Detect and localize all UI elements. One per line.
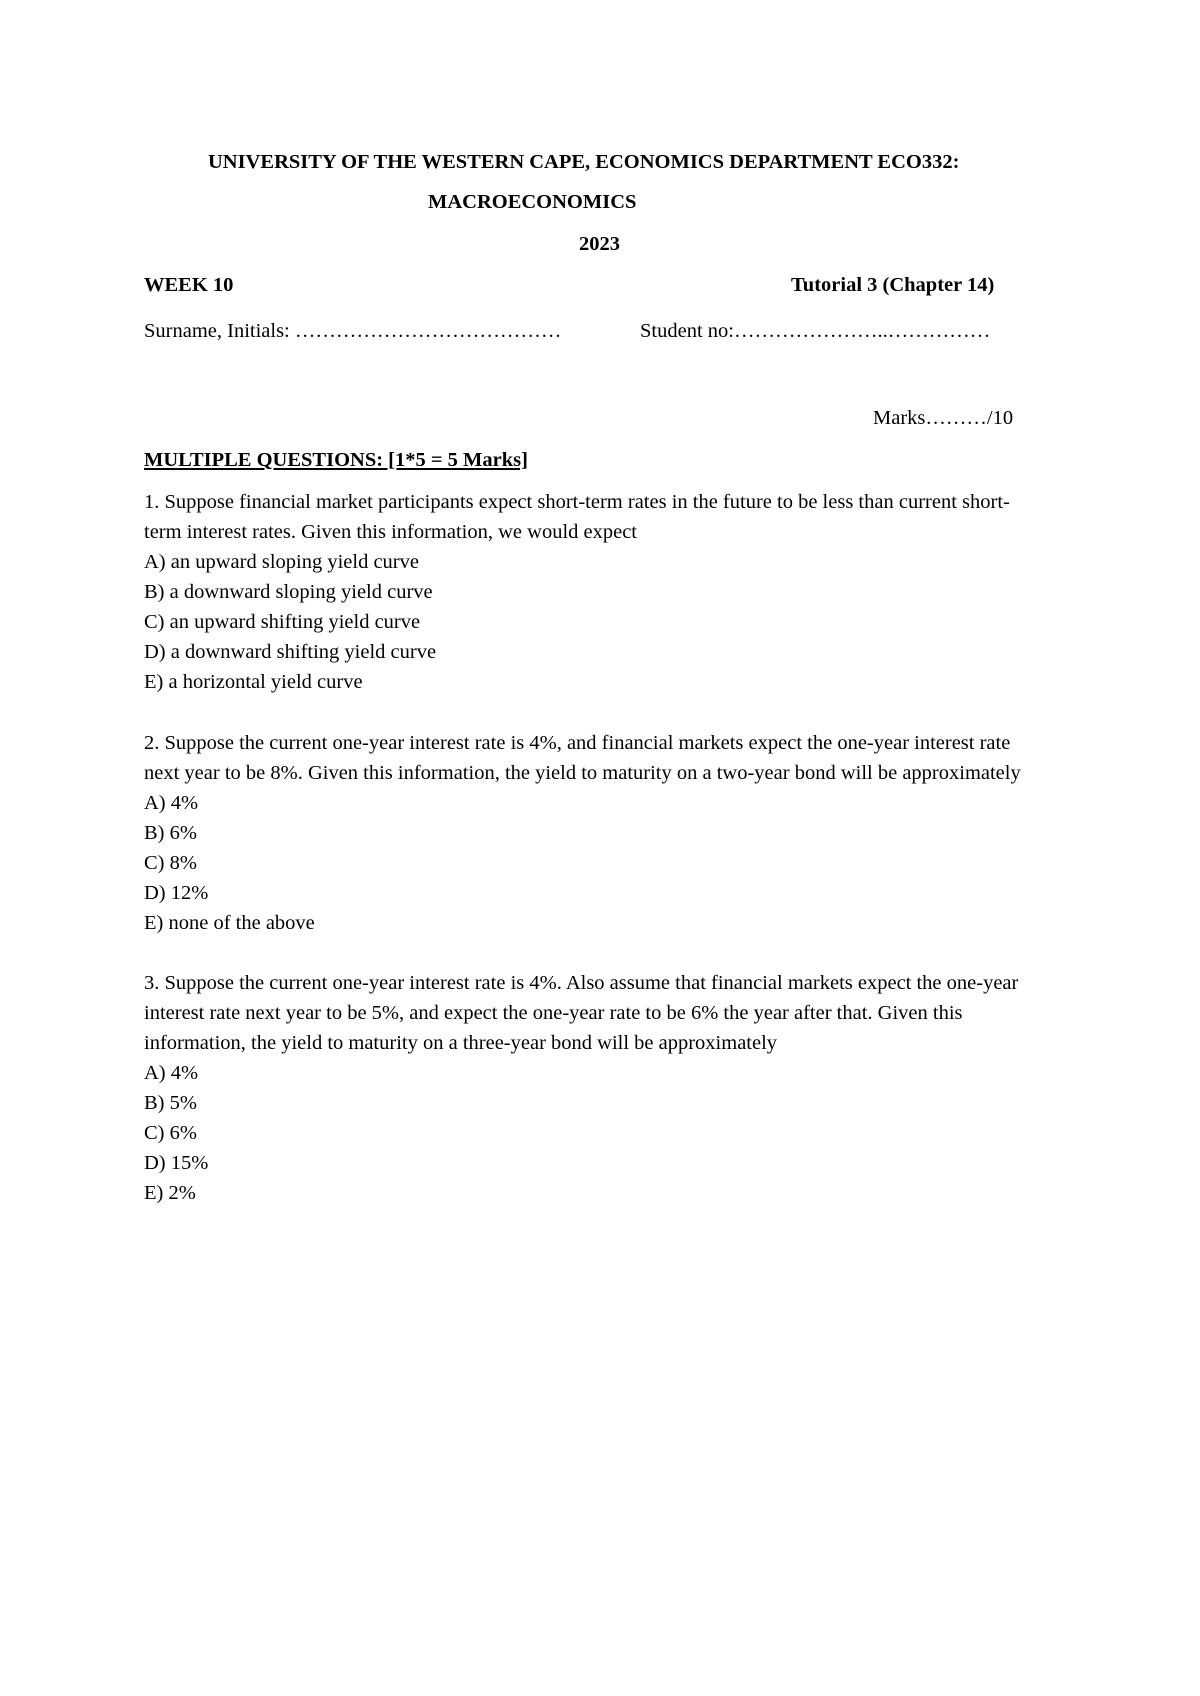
question-stem-line: term interest rates. Given this information, we would expect xyxy=(144,521,638,543)
answer-option: A) 4% xyxy=(144,792,199,814)
answer-option: E) a horizontal yield curve xyxy=(144,671,363,693)
answer-option: D) 12% xyxy=(144,882,209,904)
answer-option: A) an upward sloping yield curve xyxy=(144,551,419,573)
header-year: 2023 xyxy=(579,233,620,255)
answer-option: D) a downward shifting yield curve xyxy=(144,641,437,663)
surname-field: Surname, Initials: ………………………………… xyxy=(144,320,562,342)
answer-option: E) none of the above xyxy=(144,912,315,934)
tutorial-label: Tutorial 3 (Chapter 14) xyxy=(791,274,995,296)
answer-option: E) 2% xyxy=(144,1182,196,1204)
answer-option: C) 6% xyxy=(144,1122,197,1144)
answer-option: B) 6% xyxy=(144,822,197,844)
question-stem-line: 3. Suppose the current one-year interest rate is 4%. Also assume that financial markets expect the one-year xyxy=(144,972,1019,994)
week-label: WEEK 10 xyxy=(144,274,234,296)
question-stem-line: 2. Suppose the current one-year interest rate is 4%, and financial markets expect the one-year interest rate xyxy=(144,732,1011,754)
question-stem-line: interest rate next year to be 5%, and expect the one-year rate to be 6% the year after that. Given this xyxy=(144,1002,963,1024)
section-title: MULTIPLE QUESTIONS: [1*5 = 5 Marks] xyxy=(144,449,528,471)
answer-option: B) a downward sloping yield curve xyxy=(144,581,433,603)
student-number-field: Student no:…………………..…………… xyxy=(640,320,991,342)
answer-option: D) 15% xyxy=(144,1152,209,1174)
answer-option: C) 8% xyxy=(144,852,197,874)
answer-option: C) an upward shifting yield curve xyxy=(144,611,421,633)
marks-field: Marks………/10 xyxy=(873,407,1014,429)
question-stem-line: 1. Suppose financial market participants expect short-term rates in the future to be less than current short- xyxy=(144,491,1010,513)
question-stem-line: next year to be 8%. Given this information, the yield to maturity on a two-year bond will be approximately xyxy=(144,762,1021,784)
answer-option: A) 4% xyxy=(144,1062,199,1084)
header-institution: UNIVERSITY OF THE WESTERN CAPE, ECONOMICS DEPARTMENT ECO332: xyxy=(208,151,960,173)
question-stem-line: information, the yield to maturity on a three-year bond will be approximately xyxy=(144,1032,778,1054)
header-course: MACROECONOMICS xyxy=(428,191,637,213)
answer-option: B) 5% xyxy=(144,1092,197,1114)
